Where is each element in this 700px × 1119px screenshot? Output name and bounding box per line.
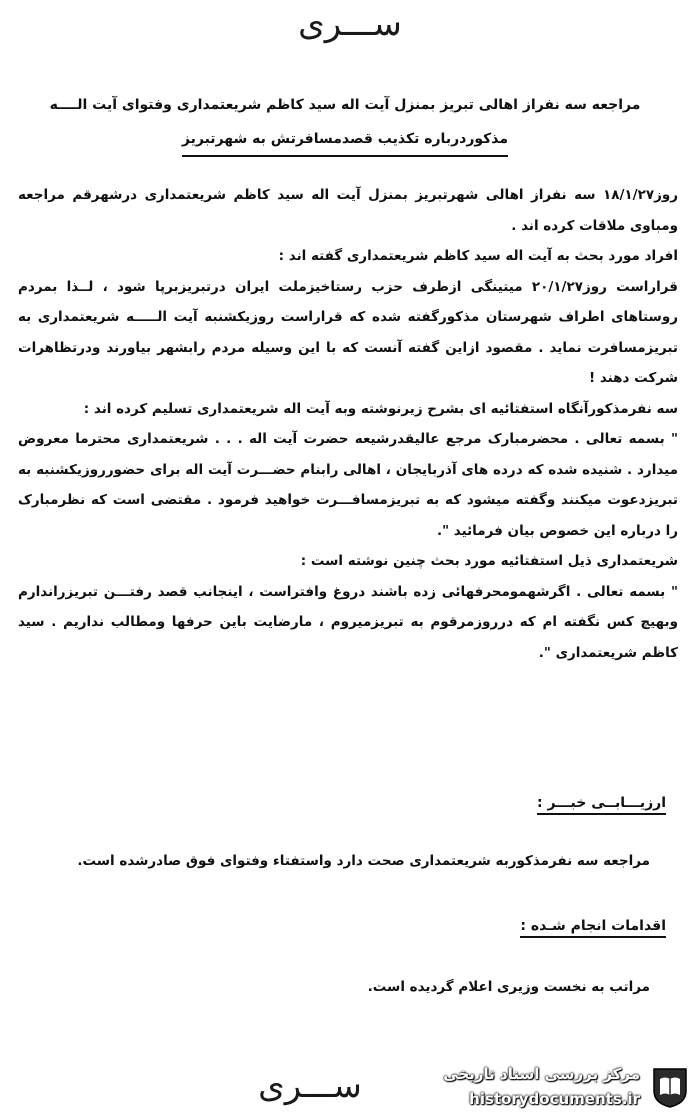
subject-line-1: مراجعه سه نفراز اهالی تبریز بمنزل آیت اله سید کاظم شریعتمداری وفتوای آیت الــــه — [49, 97, 641, 113]
classification-bottom: ســـری — [258, 1066, 362, 1106]
paragraph-inquiry-text: " بسمه تعالی . محضرمبارک مرجع عالیقدرشیعه حضرت آیت اله . . . شریعتمداری محترما معروض میدارد . شنیده شده که درده های آذربایجان ، اهالی رابنام حضـــرت آیت اله برای حضورروزیکشنبه به تبریزدعوت میکنند وگفته میشود که به تبریزمسافـــرت خواهید فرمود . مقتضی است که نظرمبارک را درباره این خصوص بیان فرمائید ". — [18, 431, 678, 539]
paragraph-reply-intro: شریعتمداری ذیل استفتائیه مورد بحث چنین نوشته است : — [300, 553, 678, 569]
book-shield-icon — [648, 1065, 692, 1109]
watermark-title: مرکز بررسی اسناد تاریخی — [443, 1065, 640, 1083]
watermark — [400, 1063, 692, 1115]
actions-heading: اقدامات انجام شـده : — [520, 918, 666, 938]
document-body — [18, 180, 678, 668]
assessment-heading: ارزیـــابــی خبـــر : — [537, 795, 666, 815]
assessment-text: مراجعه سه نفرمذکوربه شریعتمداری صحت دارد واستفتاء وفتوای فوق صادرشده است. — [77, 853, 650, 869]
paragraph-rally: قراراست روز۲۰/۱/۲۷ میتینگی ازطرف حزب رستاخیزملت ایران درتبریزبرپا شود ، لــذا بمردم روستاهای اطراف شهرستان مذکورگفته شده که قراراست روزیکشنبه آیت الـــــه شریعتمداری به تبریزمسافرت نماید . مقصود ازاین گفته آنست که با این وسیله مردم رابشهر بیاورند ودرتظاهرات شرکت دهند ! — [18, 278, 678, 386]
watermark-url[interactable]: historydocuments.ir — [469, 1090, 640, 1108]
paragraph-visit: روز۱۸/۱/۲۷ سه نفراز اهالی شهرتبریز بمنزل آیت اله سید کاظم شریعتمداری درشهرقم مراجعه ومباوی ملاقات کرده اند . — [18, 187, 678, 234]
document-subject — [30, 88, 660, 157]
classification-top: ســـری — [298, 4, 402, 44]
paragraph-reply-text: " بسمه تعالی . اگرشهمومحرفهائی زده باشند دروغ وافتراست ، اینجانب قصد رفتـــن تبریزراندارم وبهیچ کس نگفته ام که درروزمرقوم به تبریزمیروم ، مارضایت باین حرفها ومطالب نداریم . سید کاظم شریعتمداری ". — [18, 583, 678, 661]
subject-line-2: مذکوردرباره تکذیب قصدمسافرتش به شهرتبریز — [182, 125, 508, 157]
paragraph-statement-intro: افراد مورد بحث به آیت اله سید کاظم شریعتمداری گفته اند : — [278, 248, 678, 264]
paragraph-inquiry-intro: سه نفرمذکورآنگاه استفتائیه ای بشرح زیرنوشته وبه آیت اله شریعتمداری تسلیم کرده اند : — [83, 400, 678, 417]
actions-text: مراتب به نخست وزیری اعلام گردیده است. — [367, 979, 650, 995]
